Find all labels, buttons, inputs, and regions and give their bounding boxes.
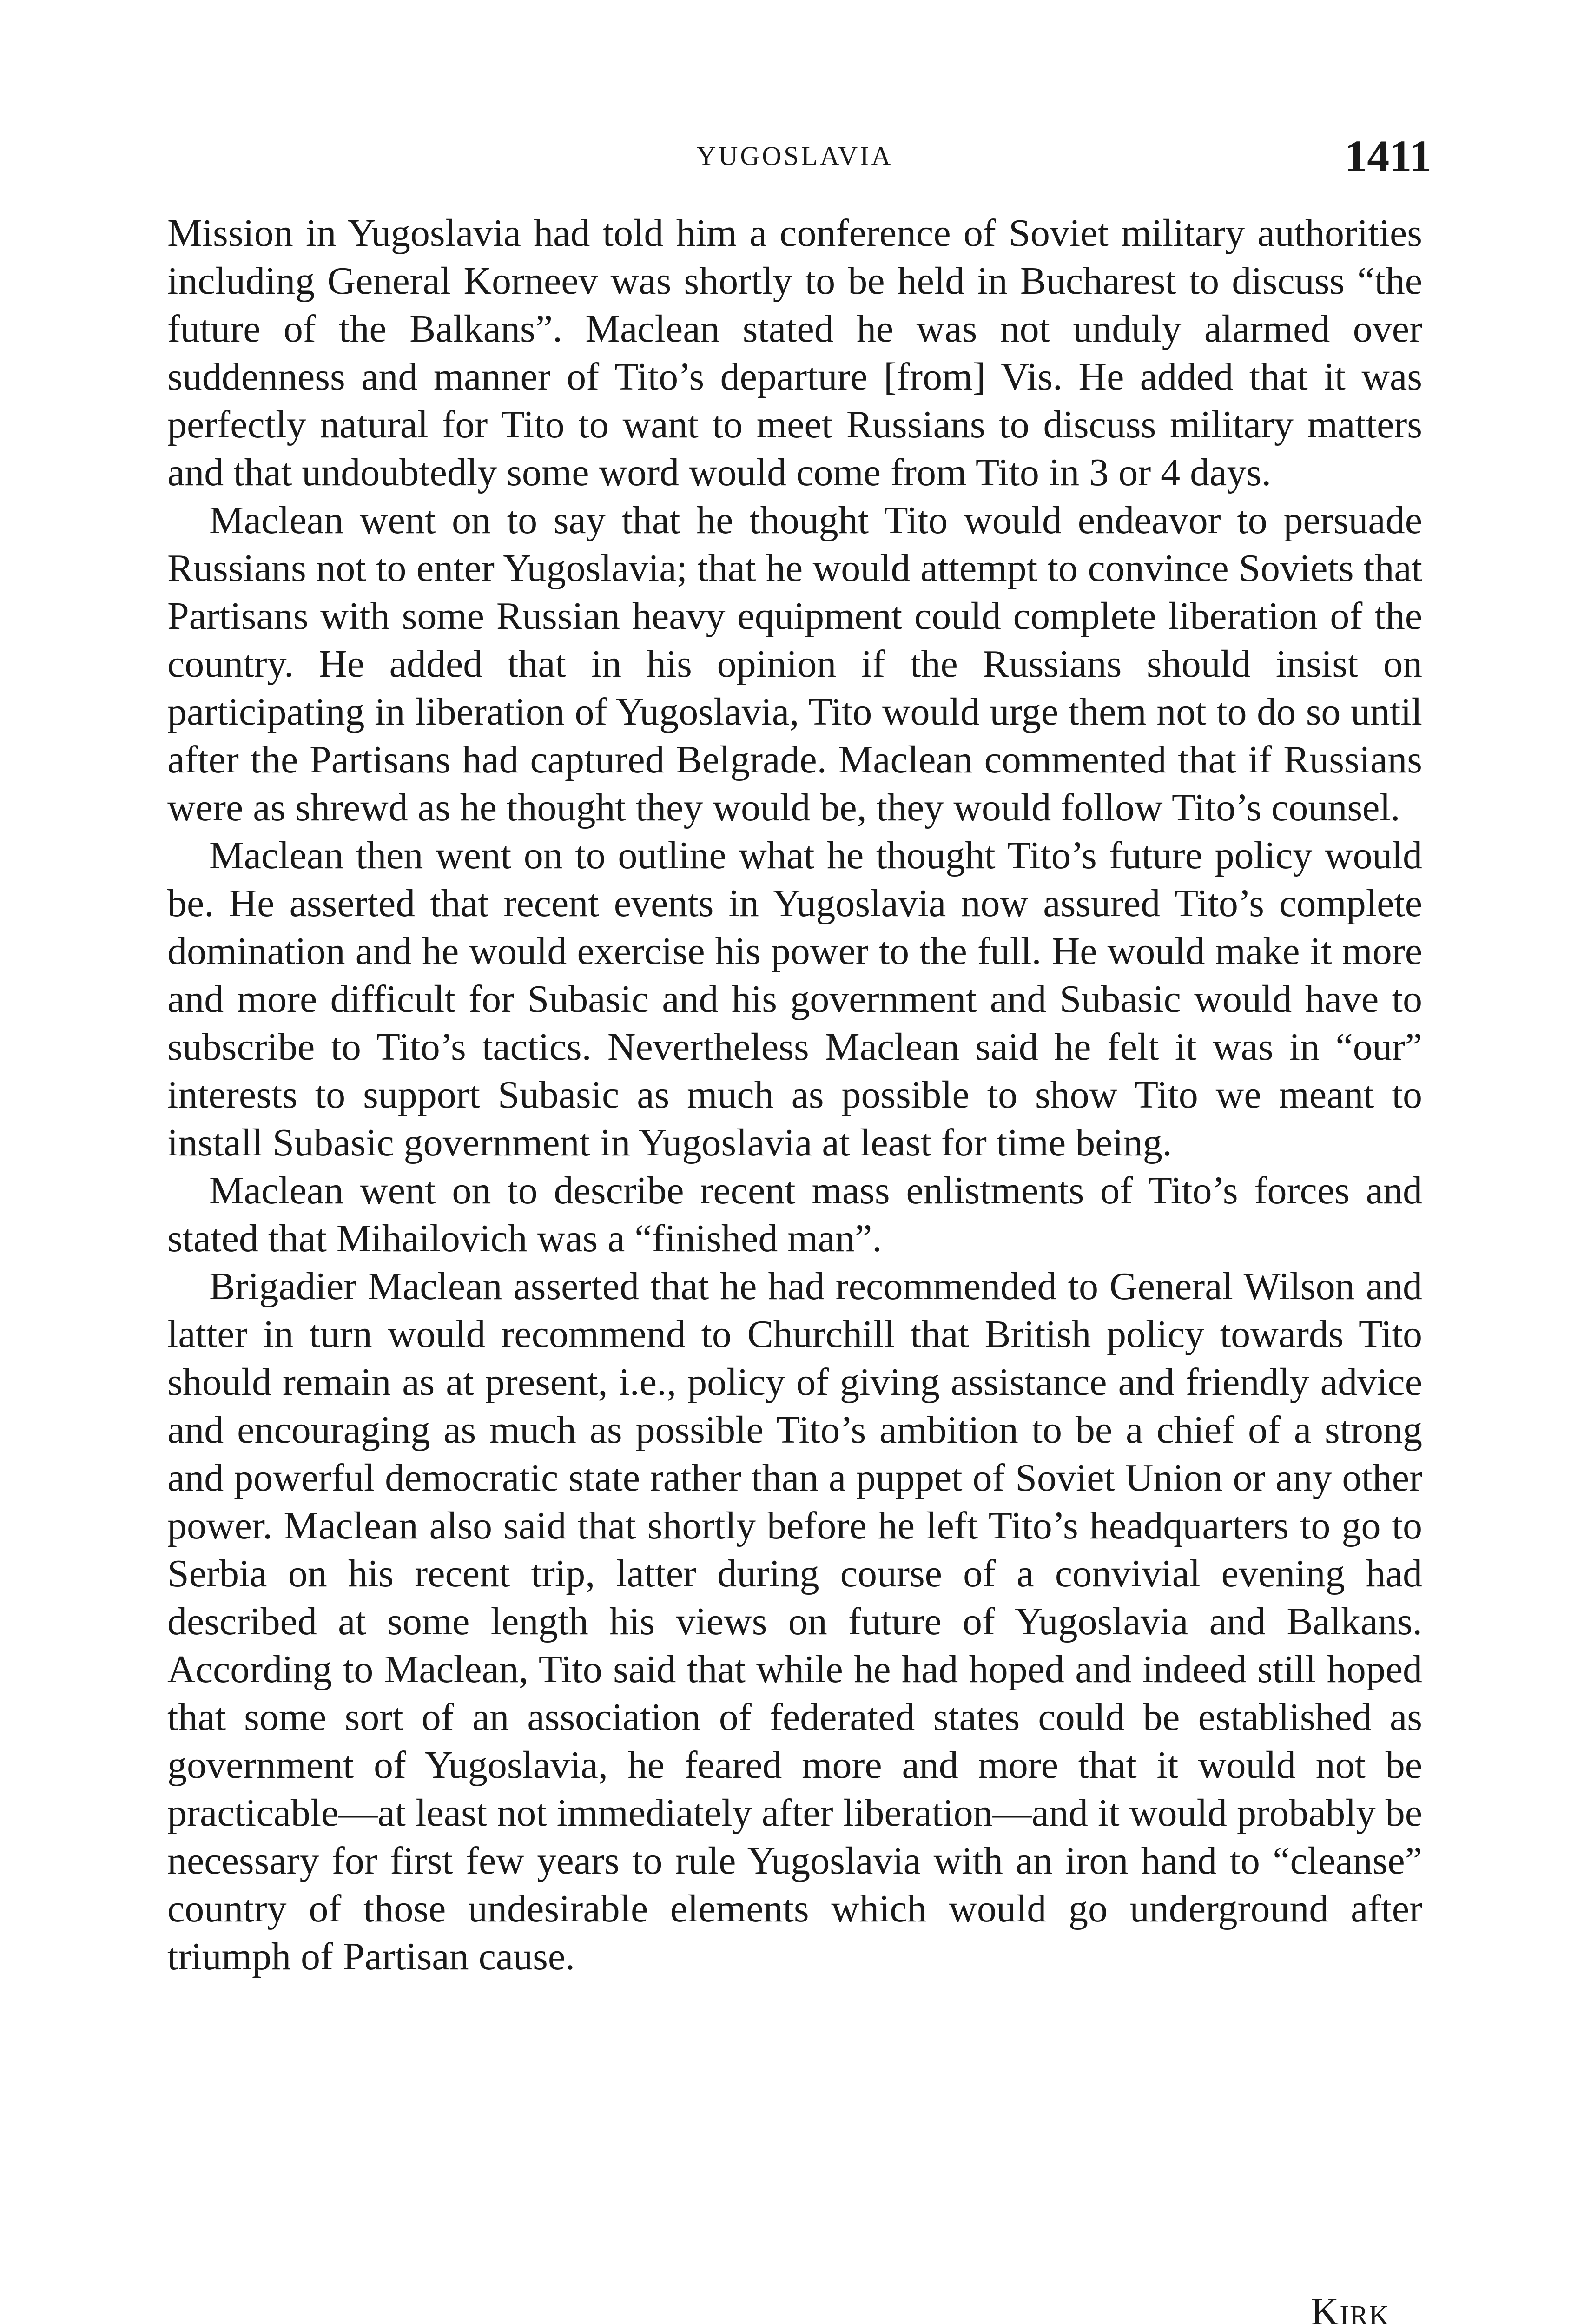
paragraph-3: Maclean then went on to outline what he thought Tito’s future policy would be. He asserted that recent events in Yugoslavia now assured Tito’s complete domination and he would exercise his power to the full. He would make it more and more difficult for Subasic and his government and Subasic would have to subscribe to Tito’s tactics. Nevertheless Maclean said he felt it was in “our” interests to support Subasic as much as possible to show Tito we meant to install Subasic government in Yugoslavia at least for time being.: [167, 834, 1422, 1164]
paragraph-5: Brigadier Maclean asserted that he had recommended to General Wilson and latter in turn would recommend to Churchill that British policy towards Tito should remain as at present, i.e., policy of giving assistance and friendly advice and encouraging as much as possible Tito’s ambition to be a chief of a strong and powerful democratic state rather than a puppet of Soviet Union or any other power. Maclean also said that shortly before he left Tito’s headquarters to go to Serbia on his recent trip, latter during course of a convivial evening had described at some length his views on future of Yugoslavia and Balkans. According to Maclean, Tito said that while he had hoped and indeed still hoped that some sort of an association of federated states could be established as government of Yugoslavia, he feared more and more that it would not be practicable—at least not immediately after liberation—and it would probably be necessary for first few years to rule Yugoslavia with an iron hand to “cleanse” country of those undesirable elements which would go underground after triumph of Partisan cause.: [167, 1265, 1422, 1978]
paragraph-2: Maclean went on to say that he thought Tito would endeavor to persuade Russians not to enter Yugoslavia; that he would attempt to convince Soviets that Partisans with some Russian heavy equipment could complete liberation of the country. He added that in his opinion if the Russians should insist on participating in liberation of Yugoslavia, Tito would urge them not to do so until after the Partisans had captured Belgrade. Maclean commented that if Russians were as shrewd as he thought they would be, they would follow Tito’s counsel.: [167, 499, 1422, 829]
paragraph-4: Maclean went on to describe recent mass enlistments of Tito’s forces and stated that Mihailovich was a “finished man”.: [167, 1169, 1422, 1260]
running-title: YUGOSLAVIA: [696, 141, 893, 171]
signature: Kirk: [1310, 2290, 1390, 2324]
paragraph-1: Mission in Yugoslavia had told him a conference of Soviet military authorities including General Korneev was shortly to be held in Bucharest to discuss “the future of the Balkans”. Maclean stated he was not unduly alarmed over suddenness and manner of Tito’s departure [from] Vis. He added that it was perfectly natural for Tito to want to meet Russians to discuss military matters and that undoubtedly some word would come from Tito in 3 or 4 days.: [167, 211, 1422, 494]
body-text: [167, 209, 1422, 1981]
running-head: [158, 130, 1432, 186]
page-number: 1411: [1345, 131, 1432, 181]
